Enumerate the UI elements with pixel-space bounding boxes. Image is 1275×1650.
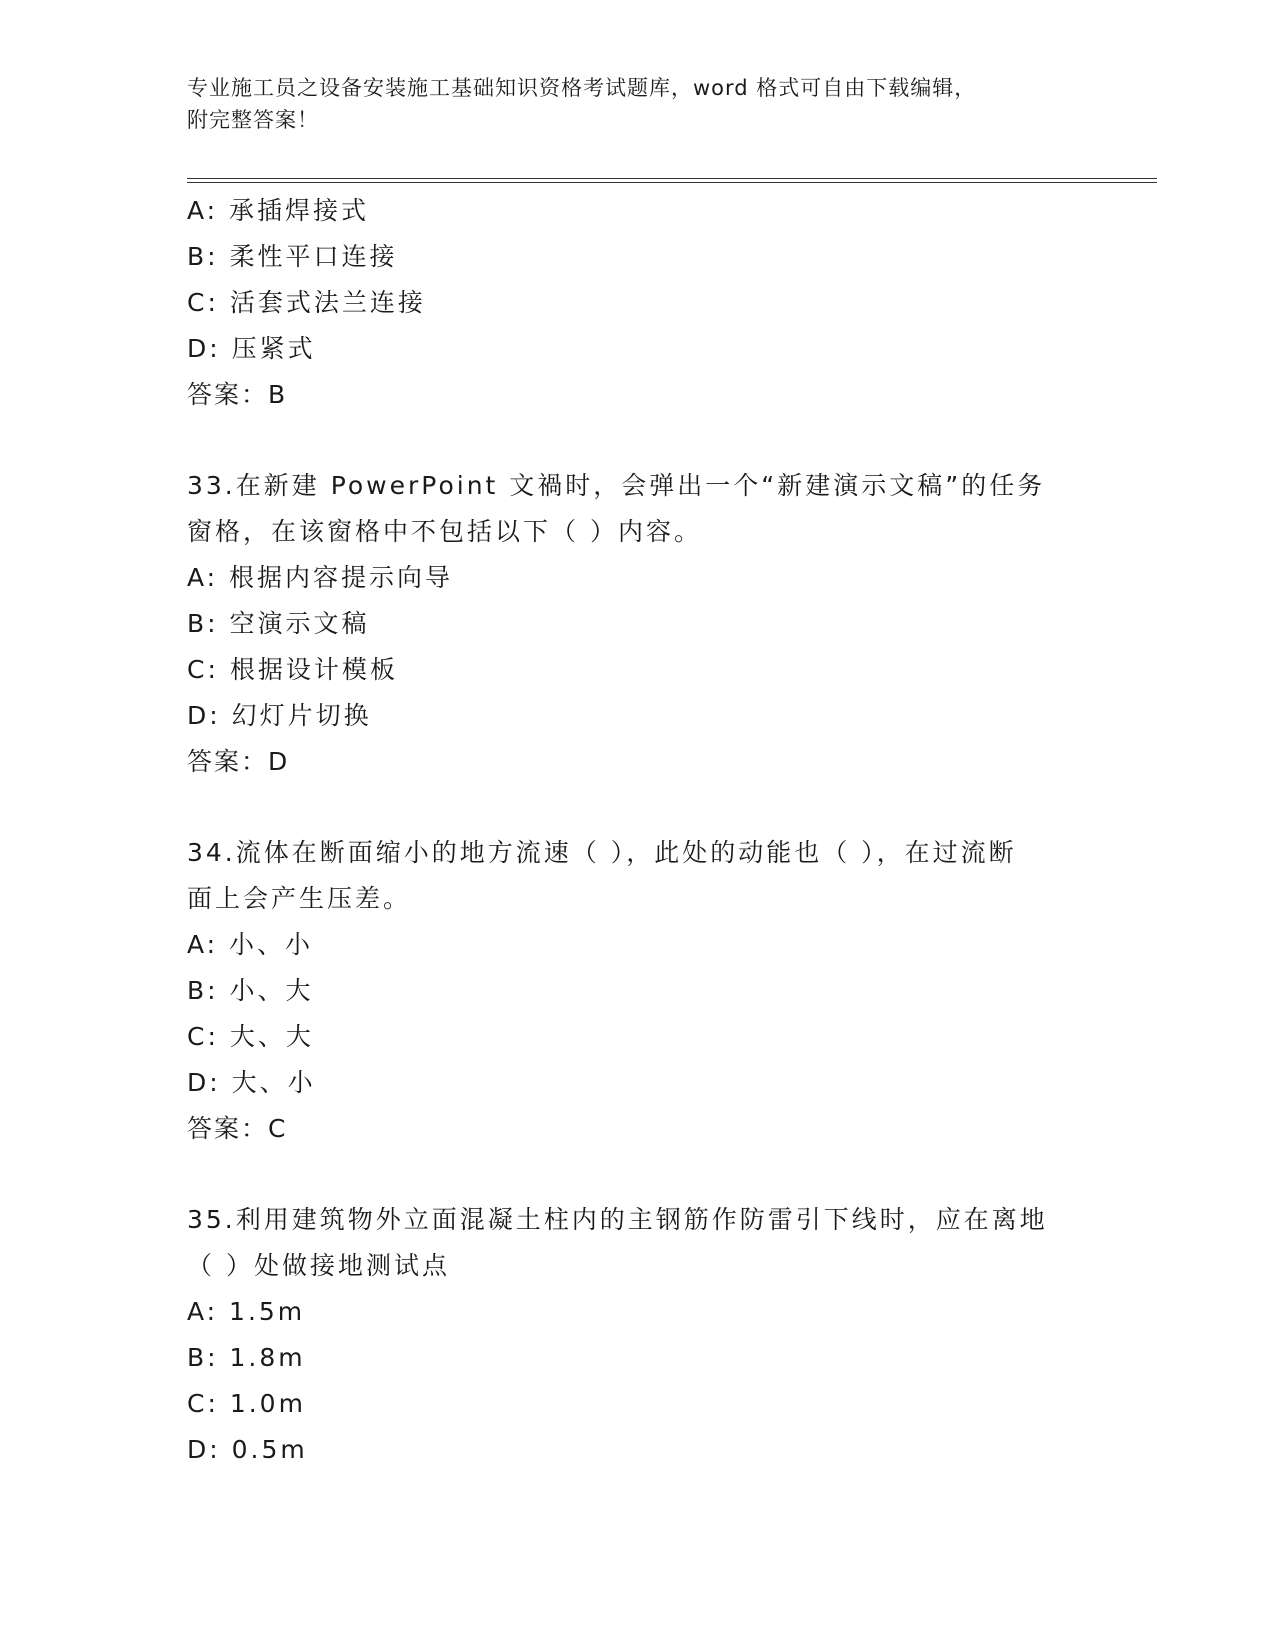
- question-33: [187, 463, 1157, 785]
- question-32-continued: [187, 188, 1157, 418]
- stem-line: 34.流体在断面缩小的地方流速（ ），此处的动能也（ ），在过流断: [187, 838, 1017, 867]
- stem-line: 窗格，在该窗格中不包括以下（ ）内容。: [187, 517, 702, 546]
- header-line: 专业施工员之设备安装施工基础知识资格考试题库，word 格式可自由下载编辑，: [187, 76, 977, 100]
- answer: 答案：C: [187, 1114, 288, 1143]
- question-stem: [187, 830, 1147, 922]
- option-c: C: 活套式法兰连接: [187, 288, 426, 317]
- question-stem: [187, 463, 1147, 555]
- option-a: A: 小、小: [187, 930, 314, 959]
- option-d: D: 幻灯片切换: [187, 701, 372, 730]
- question-35: [187, 1197, 1157, 1473]
- stem-line: 33.在新建 PowerPoint 文禍时，会弹出一个“新建演示文稿”的任务: [187, 471, 1046, 500]
- header-divider: [187, 178, 1157, 183]
- question-34: [187, 830, 1157, 1152]
- stem-line: 35.利用建筑物外立面混凝土柱内的主钢筋作防雷引下线时，应在离地: [187, 1205, 1048, 1234]
- option-a: A: 1.5m: [187, 1297, 306, 1326]
- option-d: D: 0.5m: [187, 1435, 308, 1464]
- option-d: D: 压紧式: [187, 334, 316, 363]
- question-stem: [187, 1197, 1147, 1289]
- option-c: C: 1.0m: [187, 1389, 306, 1418]
- option-c: C: 根据设计模板: [187, 655, 398, 684]
- question-list: [187, 188, 1157, 1473]
- option-c: C: 大、大: [187, 1022, 314, 1051]
- document-page: [187, 0, 1157, 1650]
- answer: 答案：B: [187, 380, 288, 409]
- stem-line: 面上会产生压差。: [187, 884, 412, 913]
- header-line: 附完整答案！: [187, 108, 319, 132]
- option-a: A: 承插焊接式: [187, 196, 370, 225]
- page-header: [187, 72, 1057, 136]
- option-d: D: 大、小: [187, 1068, 316, 1097]
- option-b: B: 小、大: [187, 976, 314, 1005]
- option-b: B: 空演示文稿: [187, 609, 370, 638]
- stem-line: （ ）处做接地测试点: [187, 1251, 450, 1280]
- option-a: A: 根据内容提示向导: [187, 563, 454, 592]
- option-b: B: 1.8m: [187, 1343, 306, 1372]
- option-b: B: 柔性平口连接: [187, 242, 398, 271]
- answer: 答案：D: [187, 747, 290, 776]
